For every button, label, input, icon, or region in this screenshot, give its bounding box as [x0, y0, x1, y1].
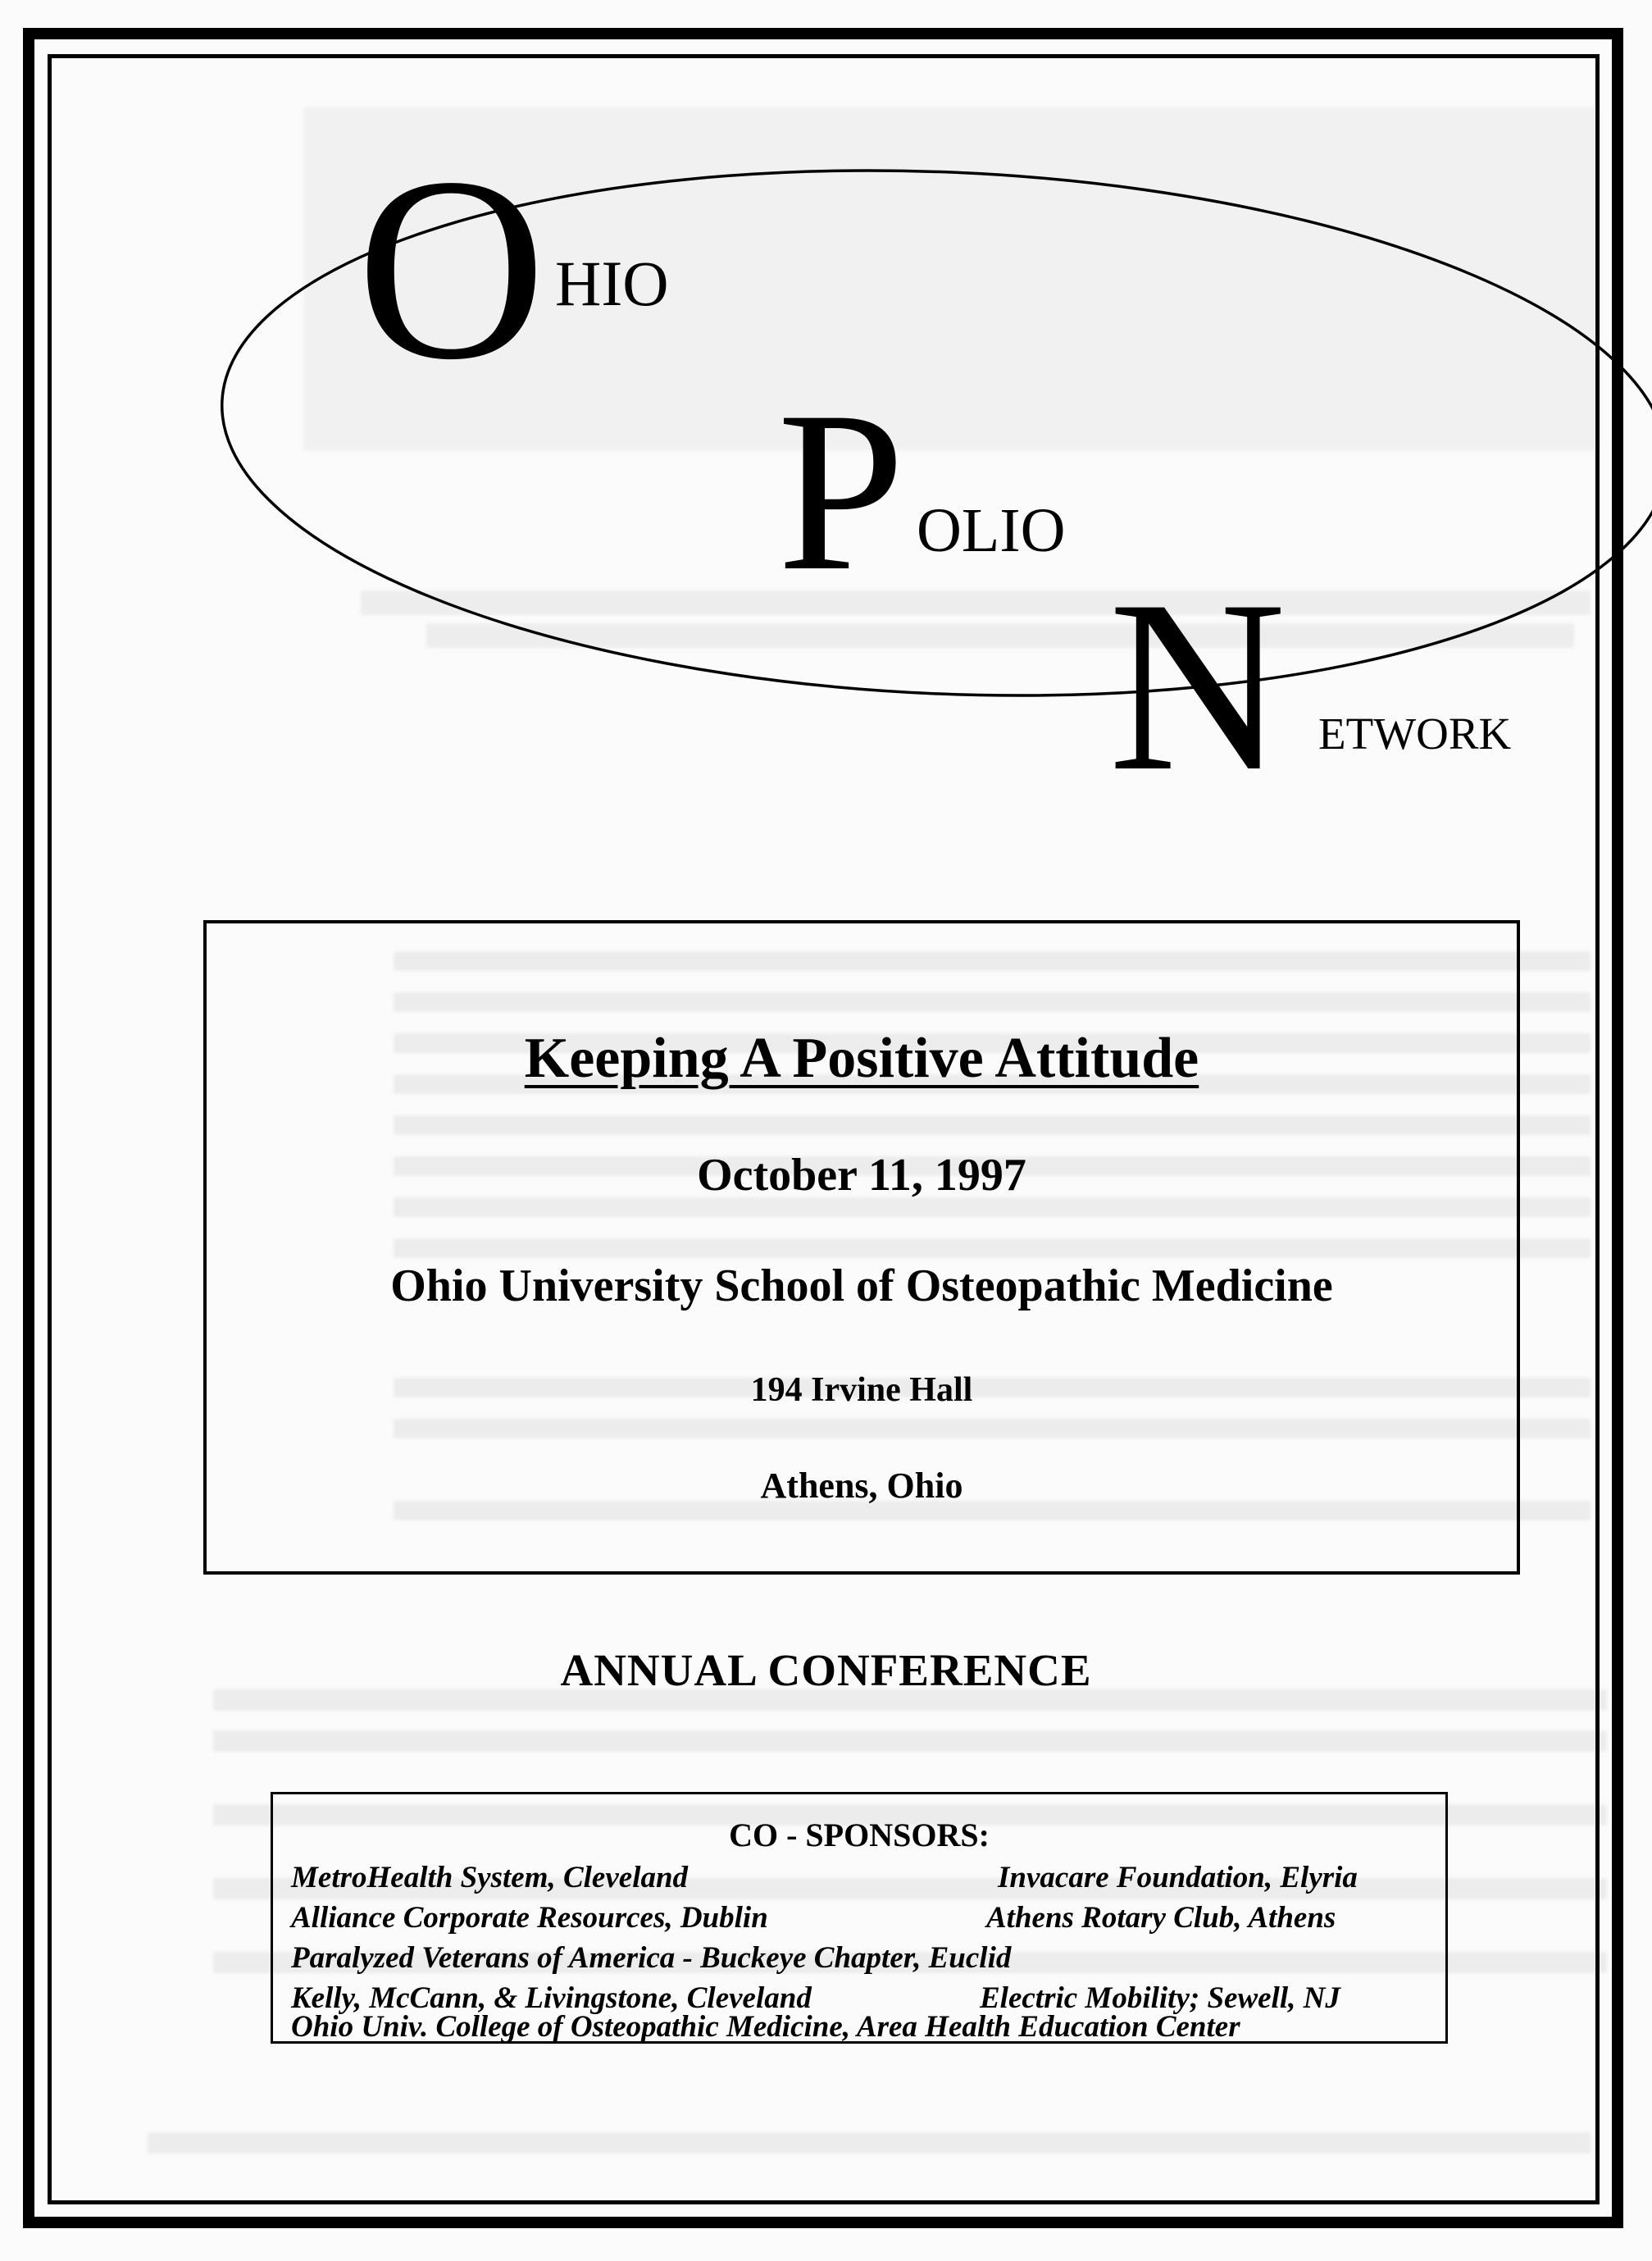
sponsor-name: MetroHealth System, Cleveland: [291, 1861, 689, 1894]
logo-letter-n: N: [1108, 549, 1286, 820]
sponsor-name: Ohio Univ. College of Osteopathic Medicine, Area Health Education Center: [291, 2010, 1240, 2044]
event-info-box: [203, 920, 1520, 1575]
logo-text-olio: OLIO: [917, 496, 1066, 565]
sponsor-name: Paralyzed Veterans of America - Buckeye Chapter, Euclid: [291, 1941, 1012, 1975]
logo-text-etwork: ETWORK: [1318, 709, 1512, 759]
event-hall: 194 Irvine Hall: [750, 1371, 973, 1409]
sponsor-name: Athens Rotary Club, Athens: [986, 1901, 1336, 1935]
logo-letter-p: P: [777, 363, 905, 618]
event-school: Ohio University School of Osteopathic Medicine: [390, 1260, 1333, 1311]
sponsor-name: Invacare Foundation, Elyria: [998, 1861, 1358, 1894]
sponsor-name: Alliance Corporate Resources, Dublin: [291, 1901, 768, 1935]
co-sponsors-heading: CO - SPONSORS:: [729, 1817, 990, 1853]
event-title: Keeping A Positive Attitude: [524, 1027, 1199, 1090]
sponsor-name: Electric Mobility; Sewell, NJ: [980, 1981, 1340, 2015]
logo-letter-o: O: [357, 124, 547, 414]
logo-text-hio: HIO: [555, 248, 669, 319]
event-date: October 11, 1997: [697, 1150, 1026, 1201]
co-sponsors-box: [271, 1792, 1448, 2044]
event-city: Athens, Ohio: [760, 1466, 963, 1506]
opn-logo: [0, 0, 1652, 820]
sponsor-name: Kelly, McCann, & Livingstone, Cleveland: [291, 1981, 812, 2015]
annual-conference-heading: ANNUAL CONFERENCE: [560, 1645, 1092, 1695]
